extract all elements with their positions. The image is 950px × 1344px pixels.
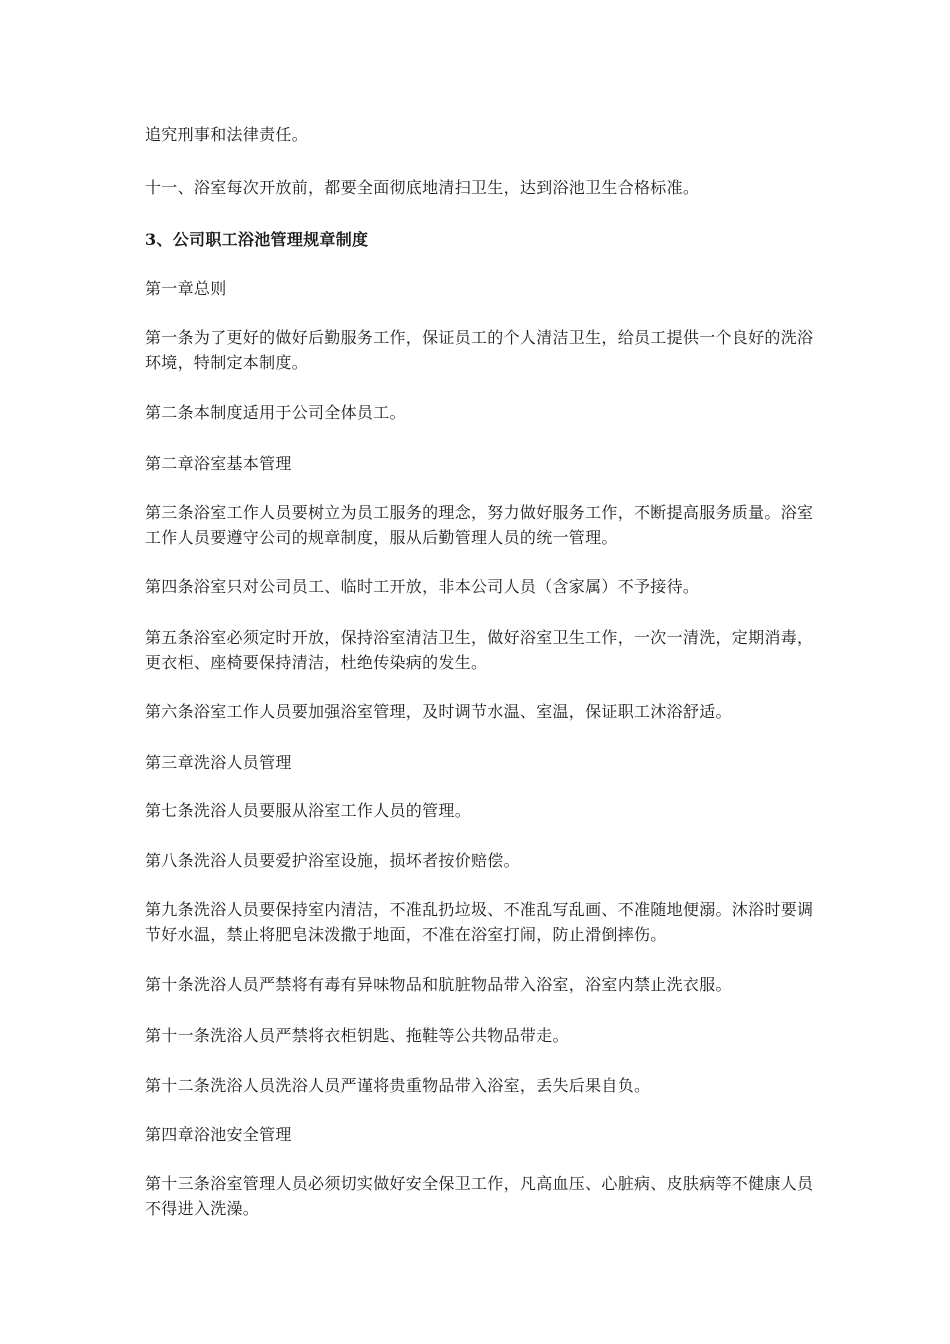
article-5: 第五条浴室必须定时开放，保持浴室清洁卫生，做好浴室卫生工作，一次一清洗，定期消毒，更衣柜、座椅要保持清洁，杜绝传染病的发生。 — [145, 628, 814, 672]
article-11: 第十一条洗浴人员严禁将衣柜钥匙、拖鞋等公共物品带走。 — [145, 1026, 569, 1045]
paragraph-item-eleven: 十一、浴室每次开放前，都要全面彻底地清扫卫生，达到浴池卫生合格标准。 — [145, 178, 700, 197]
chapter-heading-4: 第四章浴池安全管理 — [145, 1125, 292, 1144]
article-10: 第十条洗浴人员严禁将有毒有异味物品和肮脏物品带入浴室，浴室内禁止洗衣服。 — [145, 975, 732, 994]
paragraph-continuation: 追究刑事和法律责任。 — [145, 125, 309, 144]
article-12: 第十二条洗浴人员洗浴人员严谨将贵重物品带入浴室，丢失后果自负。 — [145, 1076, 651, 1095]
chapter-heading-3: 第三章洗浴人员管理 — [145, 753, 292, 772]
article-8: 第八条洗浴人员要爱护浴室设施，损坏者按价赔偿。 — [145, 851, 520, 870]
article-4: 第四条浴室只对公司员工、临时工开放，非本公司人员（含家属）不予接待。 — [145, 577, 700, 596]
article-2: 第二条本制度适用于公司全体员工。 — [145, 403, 406, 422]
chapter-heading-1: 第一章总则 — [145, 279, 227, 298]
article-7: 第七条洗浴人员要服从浴室工作人员的管理。 — [145, 801, 472, 820]
article-13: 第十三条浴室管理人员必须切实做好安全保卫工作，凡高血压、心脏病、皮肤病等不健康人员不得进入洗澡。 — [145, 1174, 814, 1218]
article-1: 第一条为了更好的做好后勤服务工作，保证员工的个人清洁卫生，给员工提供一个良好的洗浴环境，特制定本制度。 — [145, 328, 814, 372]
article-3: 第三条浴室工作人员要树立为员工服务的理念，努力做好服务工作，不断提高服务质量。浴室工作人员要遵守公司的规章制度，服从后勤管理人员的统一管理。 — [145, 503, 814, 547]
article-9: 第九条洗浴人员要保持室内清洁，不准乱扔垃圾、不准乱写乱画、不准随地便溺。沐浴时要调节好水温，禁止将肥皂沫泼撒于地面，不准在浴室打闹，防止滑倒摔伤。 — [145, 900, 814, 944]
chapter-heading-2: 第二章浴室基本管理 — [145, 454, 292, 473]
article-6: 第六条浴室工作人员要加强浴室管理，及时调节水温、室温，保证职工沐浴舒适。 — [145, 702, 732, 721]
section-heading: 3、公司职工浴池管理规章制度 — [145, 230, 369, 249]
